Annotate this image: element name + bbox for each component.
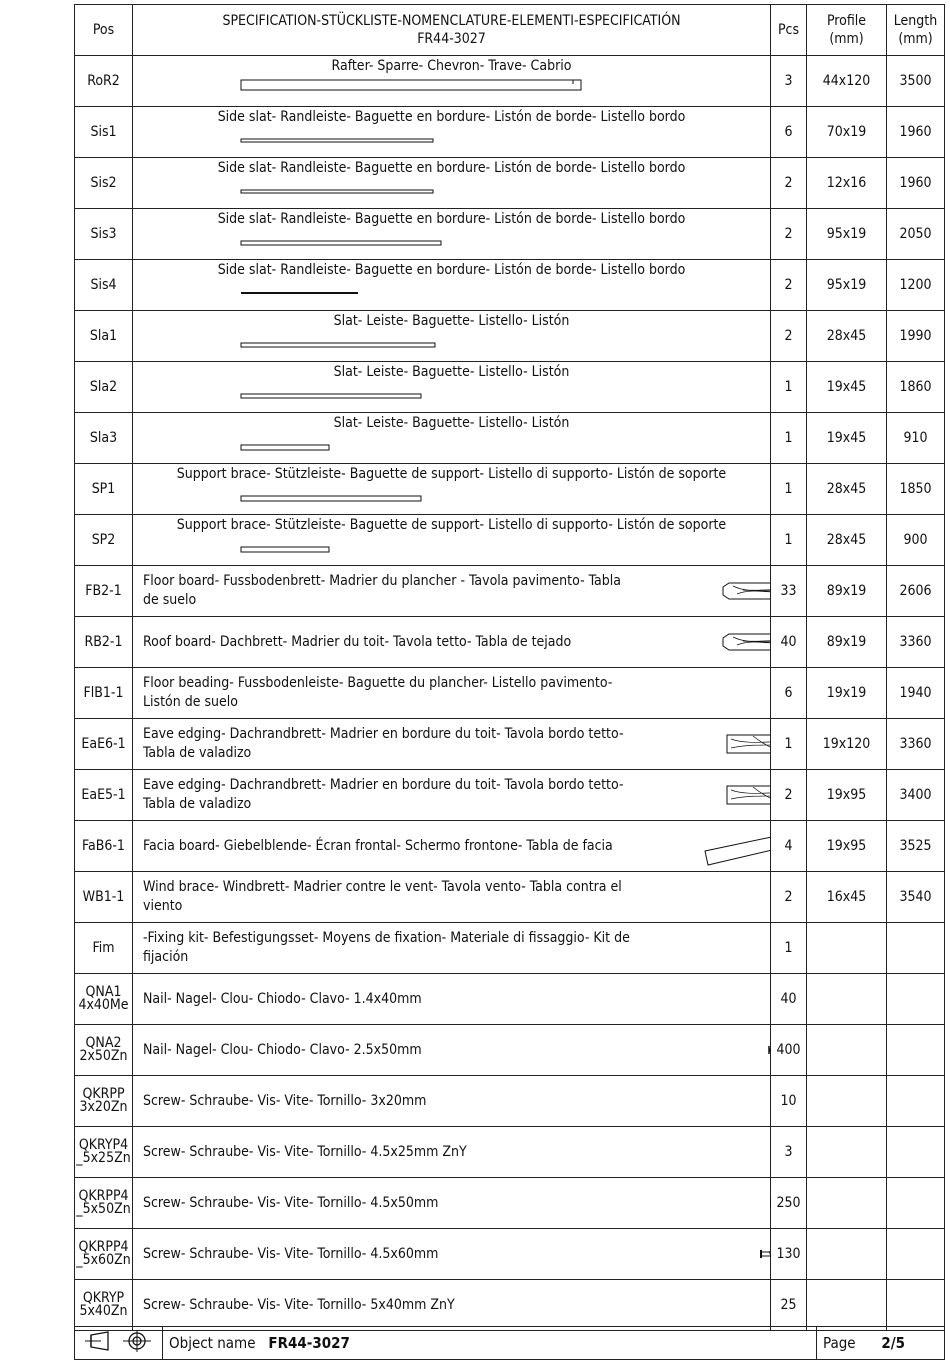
row-profile: 19x95	[807, 770, 887, 821]
row-description: Rafter- Sparre- Chevron- Trave- Cabrio	[331, 58, 572, 74]
row-pcs: 250	[771, 1178, 807, 1229]
row-description: Support brace- Stützleiste- Baguette de support- Listello di supporto- Listón de soporte	[176, 517, 727, 533]
page-cell	[817, 1327, 945, 1360]
row-length: 3360	[887, 719, 945, 770]
row-pcs: 40	[771, 974, 807, 1025]
row-pcs: 2	[771, 260, 807, 311]
object-name-value: FR44-3027	[268, 1334, 350, 1352]
header-length-line2: (mm)	[898, 31, 933, 47]
row-description: Eave edging- Dachrandbrett- Madrier en bordure du toit- Tavola bordo tetto- Tabla de valadizo	[143, 726, 624, 761]
row-length: 3500	[887, 56, 945, 107]
row-description: Screw- Schraube- Vis- Vite- Tornillo- 5x40mm ZnY	[143, 1296, 455, 1313]
row-description-cell	[133, 107, 771, 158]
row-pcs: 10	[771, 1076, 807, 1127]
row-pos: WB1-1	[75, 872, 133, 923]
header-pcs: Pcs	[771, 5, 807, 56]
table-row	[75, 209, 945, 260]
row-profile: 19x45	[807, 413, 887, 464]
row-profile	[807, 1229, 887, 1280]
row-description-cell	[133, 515, 771, 566]
table-row	[75, 311, 945, 362]
slat-icon	[133, 515, 771, 565]
row-description: Side slat- Randleiste- Baguette en bordure- Listón de borde- Listello bordo	[217, 262, 686, 278]
row-description: Floor board- Fussbodenbrett- Madrier du plancher - Tavola pavimento- Tabla de suelo	[143, 573, 621, 608]
row-description: Eave edging- Dachrandbrett- Madrier en bordure du toit- Tavola bordo tetto- Tabla de valadizo	[143, 777, 624, 812]
row-description-cell	[133, 974, 771, 1025]
row-description-cell	[133, 209, 771, 260]
table-row	[75, 1025, 945, 1076]
row-length	[887, 1127, 945, 1178]
row-profile: 28x45	[807, 464, 887, 515]
specification-table	[74, 4, 945, 1331]
nail-icon	[133, 974, 771, 1024]
slat-icon	[133, 260, 771, 310]
row-pos: SP1	[75, 464, 133, 515]
table-row	[75, 56, 945, 107]
row-description-cell	[133, 1076, 771, 1127]
row-pos: RB2-1	[75, 617, 133, 668]
table-row	[75, 158, 945, 209]
row-pcs: 3	[771, 1127, 807, 1178]
row-pos: QNA1 4x40Me	[75, 974, 133, 1025]
row-length	[887, 1025, 945, 1076]
row-pos: FaB6-1	[75, 821, 133, 872]
row-profile: 89x19	[807, 617, 887, 668]
row-length: 900	[887, 515, 945, 566]
row-pos: Sla1	[75, 311, 133, 362]
projection-symbol-cell	[75, 1327, 163, 1360]
row-description-cell	[133, 362, 771, 413]
row-profile: 16x45	[807, 872, 887, 923]
row-length: 1200	[887, 260, 945, 311]
slat-icon	[133, 158, 771, 208]
row-profile	[807, 1076, 887, 1127]
row-pos: FB2-1	[75, 566, 133, 617]
row-pcs: 1	[771, 923, 807, 974]
row-pcs: 6	[771, 107, 807, 158]
header-title-line2: FR44-3027	[417, 31, 486, 47]
table-row	[75, 668, 945, 719]
row-description-cell	[133, 158, 771, 209]
screw-icon	[133, 1178, 771, 1228]
header-title	[133, 5, 771, 56]
table-row	[75, 1280, 945, 1331]
row-description-cell	[133, 617, 771, 668]
row-profile	[807, 1178, 887, 1229]
row-length: 1960	[887, 107, 945, 158]
row-description-cell	[133, 1280, 771, 1331]
row-description: Side slat- Randleiste- Baguette en bordure- Listón de borde- Listello bordo	[217, 109, 686, 125]
row-description-cell	[133, 821, 771, 872]
row-description-cell	[133, 464, 771, 515]
table-row	[75, 1127, 945, 1178]
table-row	[75, 617, 945, 668]
row-profile: 70x19	[807, 107, 887, 158]
table-row	[75, 464, 945, 515]
row-description-cell	[133, 1178, 771, 1229]
facia-board-icon	[133, 821, 771, 871]
row-length: 1860	[887, 362, 945, 413]
table-row	[75, 974, 945, 1025]
row-pcs: 4	[771, 821, 807, 872]
row-length: 1850	[887, 464, 945, 515]
row-pcs: 1	[771, 362, 807, 413]
row-pos: EaE5-1	[75, 770, 133, 821]
row-length: 1940	[887, 668, 945, 719]
row-pos: Sla3	[75, 413, 133, 464]
wind-brace-icon	[133, 872, 771, 922]
tongue-groove-board-icon	[133, 566, 771, 616]
object-name-cell	[163, 1327, 817, 1360]
row-profile: 19x120	[807, 719, 887, 770]
row-pos: FlB1-1	[75, 668, 133, 719]
screw-icon	[133, 1229, 771, 1279]
table-row	[75, 1178, 945, 1229]
row-pcs: 1	[771, 413, 807, 464]
table-row	[75, 566, 945, 617]
row-profile: 28x45	[807, 515, 887, 566]
row-length	[887, 974, 945, 1025]
row-length: 910	[887, 413, 945, 464]
row-description: Support brace- Stützleiste- Baguette de support- Listello di supporto- Listón de soporte	[176, 466, 727, 482]
row-pcs: 2	[771, 770, 807, 821]
row-pcs: 40	[771, 617, 807, 668]
table-row	[75, 770, 945, 821]
table-row	[75, 362, 945, 413]
row-pos: EaE6-1	[75, 719, 133, 770]
row-length: 1990	[887, 311, 945, 362]
row-pcs: 1	[771, 515, 807, 566]
row-profile: 19x45	[807, 362, 887, 413]
header-pos: Pos	[75, 5, 133, 56]
row-description: Screw- Schraube- Vis- Vite- Tornillo- 4.5x25mm ZnY	[143, 1143, 467, 1160]
row-pcs: 2	[771, 311, 807, 362]
row-profile	[807, 974, 887, 1025]
row-description-cell	[133, 1127, 771, 1178]
object-name-label: Object name	[169, 1334, 256, 1352]
row-pcs: 130	[771, 1229, 807, 1280]
beading-icon	[133, 668, 771, 718]
row-description: Slat- Leiste- Baguette- Listello- Listón	[333, 364, 570, 380]
row-description: -Fixing kit- Befestigungsset- Moyens de fixation- Materiale di fissaggio- Kit de fijación	[143, 930, 630, 965]
row-pos: QKRYP 5x40Zn	[75, 1280, 133, 1331]
row-description: Slat- Leiste- Baguette- Listello- Listón	[333, 415, 570, 431]
row-description-cell	[133, 311, 771, 362]
table-row	[75, 107, 945, 158]
row-description-cell	[133, 872, 771, 923]
row-description: Side slat- Randleiste- Baguette en bordure- Listón de borde- Listello bordo	[217, 160, 686, 176]
row-length	[887, 1229, 945, 1280]
row-pos: QKRPP4 _5x50Zn	[75, 1178, 133, 1229]
row-pcs: 2	[771, 872, 807, 923]
slat-icon	[133, 107, 771, 157]
row-profile: 44x120	[807, 56, 887, 107]
table-row	[75, 821, 945, 872]
row-length: 3525	[887, 821, 945, 872]
row-description: Screw- Schraube- Vis- Vite- Tornillo- 4.5x60mm	[143, 1245, 439, 1262]
table-row	[75, 1229, 945, 1280]
row-pos: Sis4	[75, 260, 133, 311]
row-length: 1960	[887, 158, 945, 209]
row-pcs: 25	[771, 1280, 807, 1331]
row-length	[887, 923, 945, 974]
row-profile: 19x19	[807, 668, 887, 719]
row-description: Screw- Schraube- Vis- Vite- Tornillo- 3x20mm	[143, 1092, 427, 1109]
row-description-cell	[133, 770, 771, 821]
row-description: Wind brace- Windbrett- Madrier contre le vent- Tavola vento- Tabla contra el viento	[143, 879, 622, 914]
table-row	[75, 515, 945, 566]
row-pcs: 3	[771, 56, 807, 107]
row-pos: QNA2 2x50Zn	[75, 1025, 133, 1076]
row-profile: 19x95	[807, 821, 887, 872]
screw-icon	[133, 1280, 771, 1330]
plank-icon	[133, 770, 771, 820]
row-profile	[807, 1127, 887, 1178]
row-pos: SP2	[75, 515, 133, 566]
slat-icon	[133, 464, 771, 514]
page-value: 2/5	[881, 1334, 906, 1352]
table-row	[75, 872, 945, 923]
header-profile-line2: (mm)	[829, 31, 864, 47]
slat-icon	[133, 311, 771, 361]
row-description: Nail- Nagel- Clou- Chiodo- Clavo- 2.5x50mm	[143, 1041, 422, 1058]
plank-icon	[133, 719, 771, 769]
nail-icon	[133, 1025, 771, 1075]
row-description: Side slat- Randleiste- Baguette en bordure- Listón de borde- Listello bordo	[217, 211, 686, 227]
row-length	[887, 1280, 945, 1331]
row-description-cell	[133, 260, 771, 311]
row-description: Floor beading- Fussbodenleiste- Baguette du plancher- Listello pavimento- Listón de suelo	[143, 675, 613, 710]
row-profile: 28x45	[807, 311, 887, 362]
row-description-cell	[133, 719, 771, 770]
row-pos: QKRPP4 _5x60Zn	[75, 1229, 133, 1280]
row-description: Screw- Schraube- Vis- Vite- Tornillo- 4.5x50mm	[143, 1194, 439, 1211]
slat-icon	[133, 362, 771, 412]
row-pos: Fim	[75, 923, 133, 974]
row-description-cell	[133, 56, 771, 107]
row-pcs: 1	[771, 464, 807, 515]
header-title-line1: SPECIFICATION-STÜCKLISTE-NOMENCLATURE-ELEMENTI-ESPECIFICATIÓN	[222, 13, 681, 29]
header-length	[887, 5, 945, 56]
row-description-cell	[133, 566, 771, 617]
row-pos: Sis1	[75, 107, 133, 158]
row-pos: QKRPP 3x20Zn	[75, 1076, 133, 1127]
row-pos: RoR2	[75, 56, 133, 107]
slat-icon	[133, 413, 771, 463]
row-description-cell	[133, 1229, 771, 1280]
table-row	[75, 260, 945, 311]
row-pcs: 400	[771, 1025, 807, 1076]
row-pcs: 1	[771, 719, 807, 770]
row-description-cell	[133, 1025, 771, 1076]
row-profile: 95x19	[807, 260, 887, 311]
row-description-cell	[133, 668, 771, 719]
row-description-cell	[133, 413, 771, 464]
row-length	[887, 1076, 945, 1127]
row-length: 3540	[887, 872, 945, 923]
header-row	[75, 5, 945, 56]
table-row	[75, 923, 945, 974]
screw-icon	[133, 1076, 771, 1126]
footer-bar	[74, 1326, 945, 1360]
row-description: Nail- Nagel- Clou- Chiodo- Clavo- 1.4x40mm	[143, 990, 422, 1007]
row-pcs: 2	[771, 209, 807, 260]
row-length: 3360	[887, 617, 945, 668]
table-row	[75, 413, 945, 464]
row-profile	[807, 1280, 887, 1331]
row-length: 3400	[887, 770, 945, 821]
table-row	[75, 1076, 945, 1127]
header-profile-line1: Profile	[826, 13, 867, 29]
row-pos: Sla2	[75, 362, 133, 413]
rafter-icon	[133, 56, 771, 106]
row-profile	[807, 923, 887, 974]
row-length: 2050	[887, 209, 945, 260]
row-pcs: 33	[771, 566, 807, 617]
screw-icon	[133, 1127, 771, 1177]
row-pcs: 2	[771, 158, 807, 209]
row-pos: Sis2	[75, 158, 133, 209]
row-length: 2606	[887, 566, 945, 617]
row-description: Roof board- Dachbrett- Madrier du toit- Tavola tetto- Tabla de tejado	[143, 633, 572, 650]
row-pos: QKRYP4 _5x25Zn	[75, 1127, 133, 1178]
table-row	[75, 719, 945, 770]
row-description: Facia board- Giebelblende- Écran frontal- Schermo frontone- Tabla de facia	[143, 837, 613, 854]
row-length	[887, 1178, 945, 1229]
row-description-cell	[133, 923, 771, 974]
slat-icon	[133, 209, 771, 259]
tongue-groove-board-icon	[133, 617, 771, 667]
row-profile: 12x16	[807, 158, 887, 209]
header-length-line1: Length	[893, 13, 938, 29]
row-pcs: 6	[771, 668, 807, 719]
row-description: Slat- Leiste- Baguette- Listello- Listón	[333, 313, 570, 329]
header-profile	[807, 5, 887, 56]
row-pos: Sis3	[75, 209, 133, 260]
projection-symbol-icon	[75, 1327, 161, 1355]
row-profile: 95x19	[807, 209, 887, 260]
row-profile	[807, 1025, 887, 1076]
page-label: Page	[823, 1334, 856, 1352]
row-profile: 89x19	[807, 566, 887, 617]
